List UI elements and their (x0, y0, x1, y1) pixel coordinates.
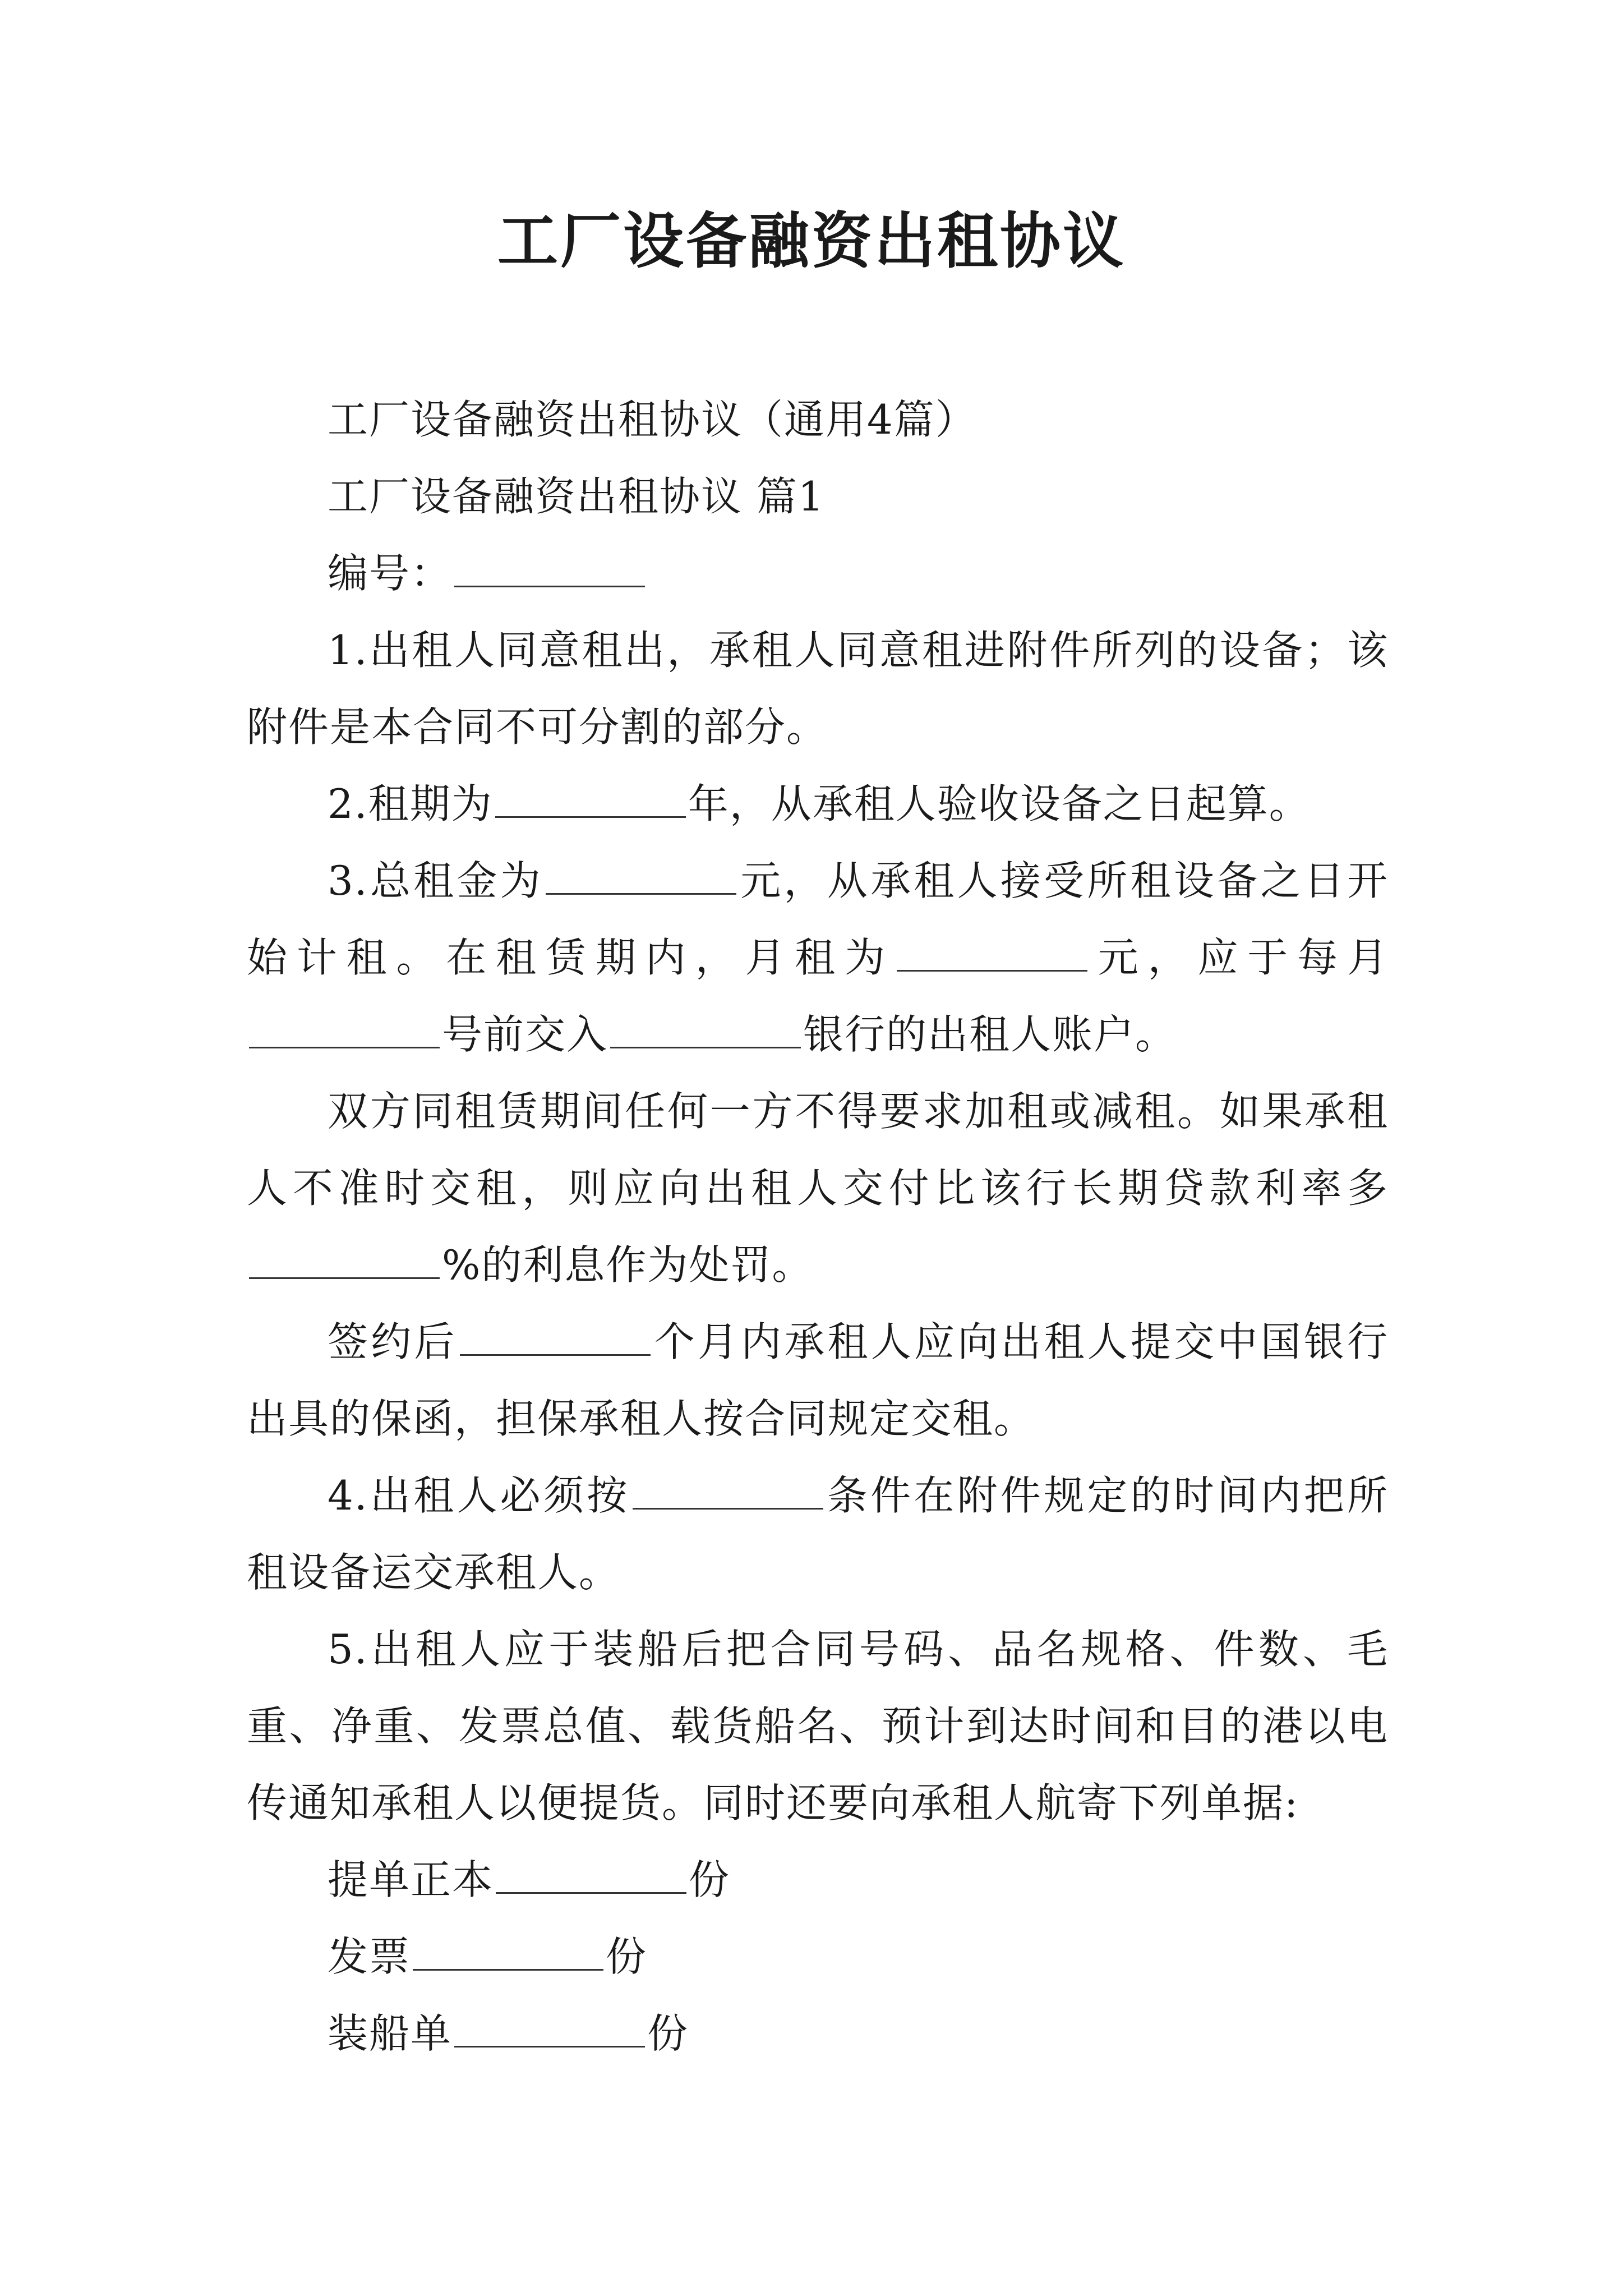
clause-3-text-e: 银行的出租人账户。 (803, 1011, 1177, 1058)
document-item-bill-of-lading (247, 1842, 1389, 1918)
bank-blank (610, 1009, 801, 1048)
item-3-blank (454, 2008, 645, 2047)
item-1-label: 提单正本 (328, 1856, 494, 1903)
clause-3-text-a: 3.总租金为 (328, 857, 544, 904)
clause-2-text-b: 年，从承租人验收设备之日起算。 (688, 780, 1311, 827)
penalty-text-a: 双方同租赁期间任何一方不得要求加租或减租。如果承租人不准时交租，则应向出租人交付比该行长期贷款利率多 (247, 1088, 1389, 1212)
clause-2-text-a: 2.租期为 (328, 780, 493, 827)
due-day-blank (249, 1009, 440, 1048)
clause-1: 1.出租人同意租出，承租人同意租进附件所列的设备；该附件是本合同不可分割的部分。 (247, 627, 1389, 751)
delivery-terms-blank (633, 1470, 823, 1510)
guarantee-text-a: 签约后 (328, 1318, 458, 1365)
item-3-label: 装船单 (328, 2010, 453, 2057)
item-3-unit: 份 (647, 2010, 689, 2057)
clause-2 (247, 766, 1389, 843)
total-rent-blank (546, 855, 736, 895)
item-1-blank (496, 1854, 686, 1894)
document-item-invoice (247, 1918, 1389, 1995)
clause-4-text-a: 4.出租人必须按 (328, 1472, 630, 1519)
item-2-unit: 份 (606, 1933, 648, 1980)
penalty-rate-blank (249, 1239, 440, 1279)
penalty-text-b: %的利息作为处罚。 (442, 1241, 814, 1289)
item-2-blank (413, 1931, 603, 1971)
document-body (247, 381, 1389, 2072)
clause-5: 5.出租人应于装船后把合同号码、品名规格、件数、毛重、净重、发票总值、载货船名、预计到达时间和目的港以电传通知承租人以便提货。同时还要向承租人航寄下列单据: (247, 1626, 1389, 1826)
item-2-label: 发票 (328, 1933, 411, 1980)
clause-4 (247, 1457, 1389, 1611)
monthly-rent-blank (897, 932, 1087, 972)
clause-3-text-c: 元，应于每月 (1089, 934, 1389, 981)
clause-3-guarantee (247, 1304, 1389, 1457)
clause-3-text-b: 元，从承租人接受所租设备之日开始计租。在租赁期内，月租为 (247, 857, 1389, 981)
number-blank (454, 547, 645, 587)
clause-3-penalty (247, 1073, 1389, 1304)
clause-3-text-d: 号前交入 (442, 1011, 608, 1058)
number-label: 编号： (328, 550, 453, 597)
collection-line: 工厂设备融资出租协议（通用4篇） (328, 396, 977, 443)
section-heading: 工厂设备融资出租协议 篇1 (328, 473, 825, 520)
document-item-packing-list (247, 1995, 1389, 2072)
lease-term-blank (495, 778, 686, 818)
clause-4-text-b: 条件在附件规定的时间内把所租设备运交承租人。 (247, 1472, 1389, 1596)
guarantee-text-b: 个月内承租人应向出租人提交中国银行出具的保函，担保承租人按合同规定交租。 (247, 1318, 1389, 1442)
item-1-unit: 份 (689, 1856, 731, 1903)
contract-number-line (247, 535, 1389, 612)
guarantee-months-blank (460, 1316, 651, 1356)
clause-3 (247, 843, 1389, 1073)
document-title: 工厂设备融资出租协议 (497, 206, 1126, 277)
